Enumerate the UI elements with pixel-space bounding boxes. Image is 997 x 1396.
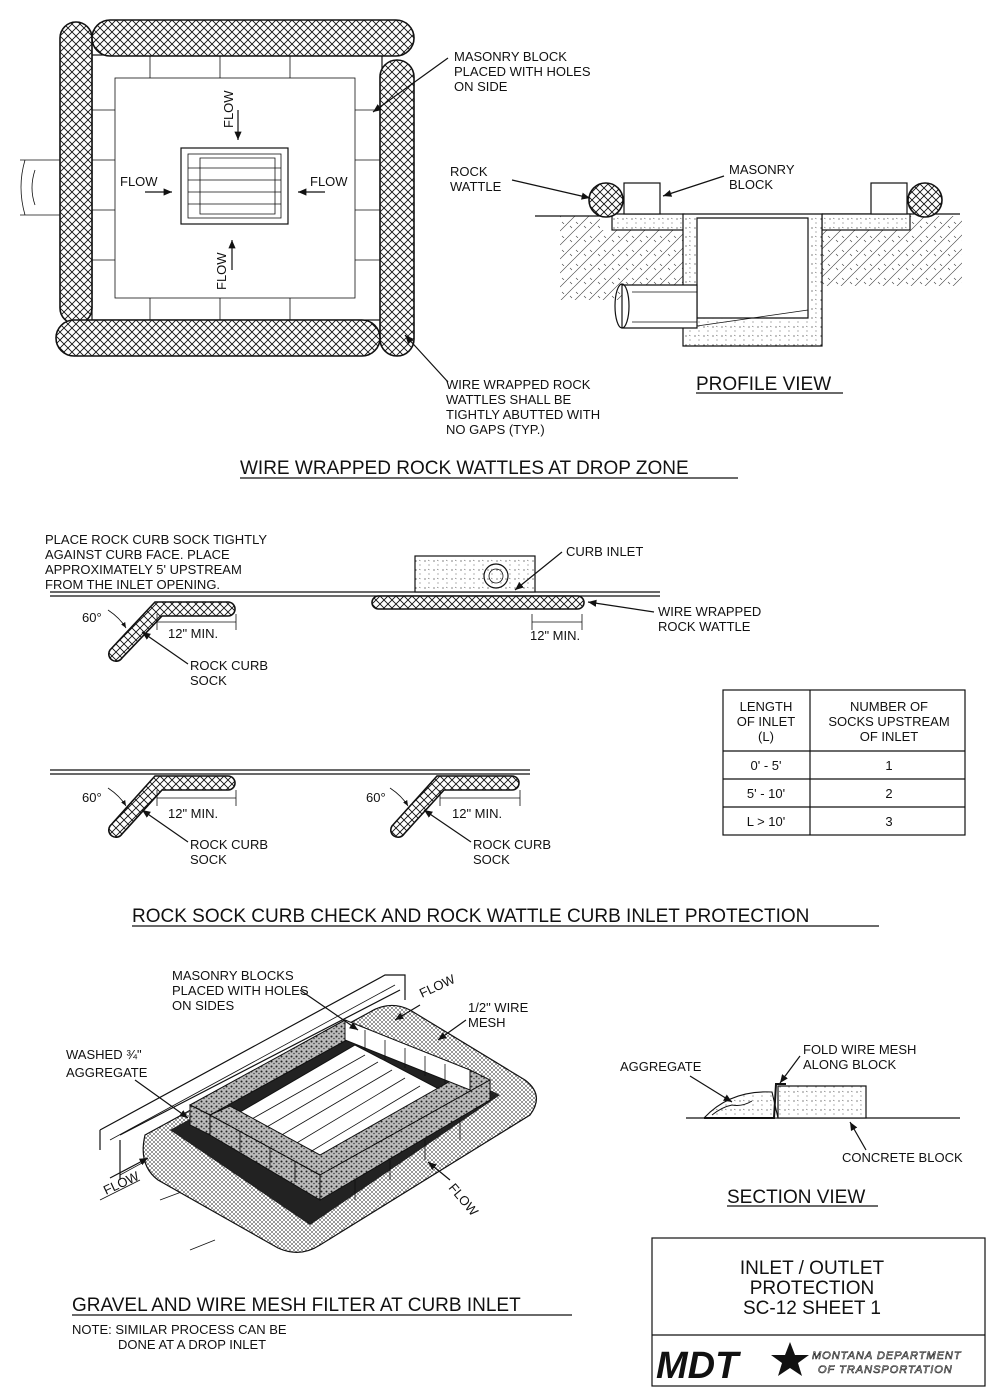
concrete-block-label: CONCRETE BLOCK — [842, 1150, 963, 1165]
sock-label-3a: ROCK CURB — [473, 837, 552, 852]
rock-wattle-right — [380, 60, 414, 356]
gravel-flow-3: FLOW — [445, 1180, 482, 1219]
socks-table — [723, 690, 965, 835]
gravel-title: GRAVEL AND WIRE MESH FILTER AT CURB INLET — [72, 1295, 521, 1316]
gravel-note-1: NOTE: SIMILAR PROCESS CAN BE — [72, 1322, 287, 1337]
section-view — [620, 1042, 963, 1208]
sock-label-1a: ROCK CURB — [190, 658, 269, 673]
wattle-note-line-1: WIRE WRAPPED ROCK — [446, 377, 591, 392]
curb-inlet-wattle — [372, 596, 584, 609]
title-block-line-2: PROTECTION — [749, 1278, 875, 1299]
fold-note-2: ALONG BLOCK — [803, 1057, 897, 1072]
drop-zone-plan — [20, 20, 600, 437]
sock-label-3b: SOCK — [473, 852, 510, 867]
outlet-pipe — [622, 285, 697, 328]
profile-masonry-1: MASONRY — [729, 162, 795, 177]
rock-wattle-top — [92, 20, 414, 56]
aggregate-note-2: AGGREGATE — [66, 1065, 148, 1080]
section-view-title: SECTION VIEW — [727, 1187, 866, 1208]
place-note-2: AGAINST CURB FACE. PLACE — [45, 547, 230, 562]
sock-label-2b: SOCK — [190, 852, 227, 867]
curb-check-section — [45, 532, 761, 867]
profile-rock-wattle-2: WATTLE — [450, 179, 502, 194]
table-row-2-length: 5' - 10' — [746, 786, 786, 801]
gravel-masonry-note-1: MASONRY BLOCKS — [172, 968, 294, 983]
curb-inlet-label: CURB INLET — [566, 544, 644, 559]
flow-label-right: FLOW — [310, 174, 348, 189]
table-header-left-3: (L) — [758, 729, 774, 744]
curb-inlet-box — [415, 556, 535, 592]
mdt-logo: MDT — [656, 1345, 739, 1387]
table-header-right-2: SOCKS UPSTREAM — [828, 714, 950, 729]
gravel-note-2: DONE AT A DROP INLET — [118, 1337, 267, 1352]
table-row-2-socks: 2 — [885, 786, 893, 801]
mesh-note-2: MESH — [468, 1015, 506, 1030]
title-block — [652, 1238, 985, 1387]
profile-wattle-right — [908, 183, 942, 217]
rock-wattle-left — [60, 22, 92, 324]
table-row-3-socks: 3 — [885, 814, 893, 829]
mesh-note-1: 1/2" WIRE — [468, 1000, 529, 1015]
wattle-label-1: WIRE WRAPPED — [658, 604, 762, 619]
masonry-note-line-3: ON SIDE — [454, 79, 508, 94]
inlet-box — [697, 218, 808, 318]
table-row-1-socks: 1 — [885, 758, 893, 773]
agency-line-2: OF TRANSPORTATION — [818, 1364, 953, 1376]
wattle-note-line-2: WATTLES SHALL BE — [446, 392, 572, 407]
place-note-1: PLACE ROCK CURB SOCK TIGHTLY — [45, 532, 268, 547]
gravel-filter-isometric — [66, 968, 536, 1252]
masonry-note-line-1: MASONRY BLOCK — [454, 49, 567, 64]
wattle-note-line-4: NO GAPS (TYP.) — [446, 422, 545, 437]
place-note-4: FROM THE INLET OPENING. — [45, 577, 221, 592]
table-header-right-3: OF INLET — [859, 729, 919, 744]
sock-label-1b: SOCK — [190, 673, 227, 688]
profile-view — [450, 162, 962, 395]
flow-label-bottom: FLOW — [214, 252, 229, 290]
title-block-line-1: INLET / OUTLET — [739, 1258, 885, 1279]
min-label-2: 12" MIN. — [530, 628, 581, 643]
flow-label-left: FLOW — [120, 174, 158, 189]
title-block-line-3: SC-12 SHEET 1 — [743, 1298, 881, 1319]
gravel-masonry-note-2: PLACED WITH HOLES — [172, 983, 309, 998]
profile-block-right — [871, 183, 907, 214]
profile-rock-wattle-1: ROCK — [450, 164, 488, 179]
aggregate-note-1: WASHED ¾" — [66, 1047, 142, 1062]
wattle-note-line-3: TIGHTLY ABUTTED WITH — [446, 407, 601, 422]
star-icon — [771, 1342, 809, 1376]
wattle-label-2: ROCK WATTLE — [658, 619, 751, 634]
gravel-masonry-note-3: ON SIDES — [172, 998, 235, 1013]
angle-label-2: 60° — [82, 790, 102, 805]
table-row-1-length: 0' - 5' — [750, 758, 782, 773]
rock-wattle-bottom — [56, 320, 380, 356]
table-row-3-length: L > 10' — [746, 814, 786, 829]
flow-label-top: FLOW — [221, 90, 236, 128]
drop-zone-title: WIRE WRAPPED ROCK WATTLES AT DROP ZONE — [240, 458, 689, 479]
min-label-4: 12" MIN. — [452, 806, 503, 821]
angle-label-3: 60° — [366, 790, 386, 805]
masonry-note-line-2: PLACED WITH HOLES — [454, 64, 591, 79]
table-header-right-1: NUMBER OF — [850, 699, 928, 714]
place-note-3: APPROXIMATELY 5' UPSTREAM — [45, 562, 242, 577]
profile-block-left — [624, 183, 660, 214]
gravel-flow-1: FLOW — [416, 971, 458, 1001]
section-concrete-block — [778, 1086, 866, 1118]
angle-label-1: 60° — [82, 610, 102, 625]
agency-line-1: MONTANA DEPARTMENT — [812, 1350, 962, 1362]
curb-check-title: ROCK SOCK CURB CHECK AND ROCK WATTLE CURB INLET PROTECTION — [132, 906, 810, 927]
min-label-1: 12" MIN. — [168, 626, 219, 641]
profile-view-title: PROFILE VIEW — [696, 374, 832, 395]
fold-note-1: FOLD WIRE MESH — [803, 1042, 917, 1057]
profile-masonry-2: BLOCK — [729, 177, 774, 192]
table-header-left-1: LENGTH — [739, 699, 793, 714]
gravel-flow-2: FLOW — [100, 1168, 142, 1198]
profile-wattle-left — [589, 183, 623, 217]
sock-label-2a: ROCK CURB — [190, 837, 269, 852]
min-label-3: 12" MIN. — [168, 806, 219, 821]
table-header-left-2: OF INLET — [736, 714, 796, 729]
section-aggregate-label: AGGREGATE — [620, 1059, 702, 1074]
